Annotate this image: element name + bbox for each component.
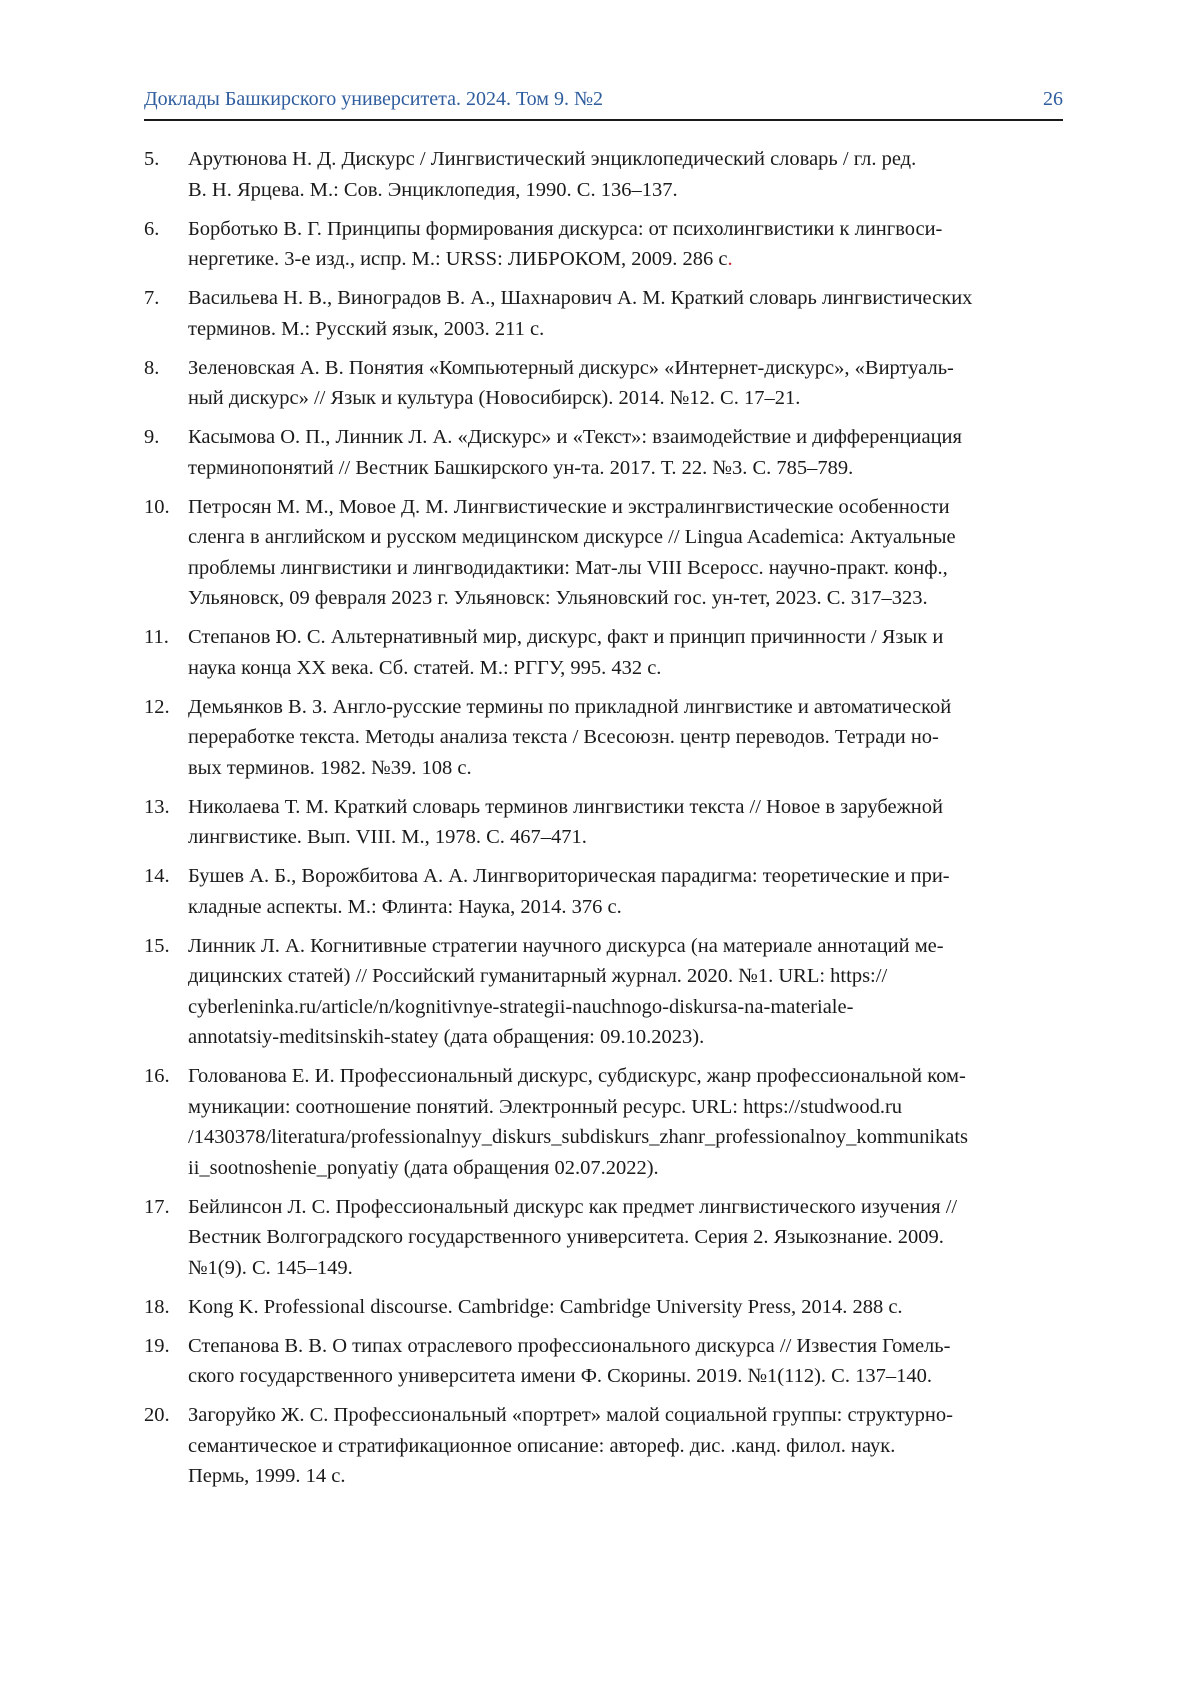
reference-text: нергетике. 3-е изд., испр. М.: URSS: ЛИБРОКОМ, 2009. 286 с: [188, 248, 728, 270]
reference-text: Демьянков В. З. Англо-русские термины по прикладной лингвистике и автоматической: [188, 696, 951, 718]
reference-line: [188, 1192, 1084, 1223]
reference-item: [144, 1292, 1084, 1323]
reference-line: [188, 1431, 1084, 1462]
reference-line: [188, 244, 1084, 275]
reference-line: [188, 892, 1084, 923]
reference-text: Петросян М. М., Мовое Д. М. Лингвистические и экстралингвистические особенности: [188, 496, 950, 518]
reference-text: Вестник Волгоградского государственного университета. Серия 2. Языкознание. 2009.: [188, 1226, 944, 1248]
reference-line: [188, 722, 1084, 753]
reference-line: [188, 1022, 1084, 1053]
reference-text: Линник Л. А. Когнитивные стратегии научного дискурса (на материале аннотаций ме-: [188, 935, 944, 957]
reference-text: сленга в английском и русском медицинском дискурсе // Lingua Academica: Актуальные: [188, 526, 956, 548]
reference-text: Бушев А. Б., Ворожбитова А. А. Лингвориторическая парадигма: теоретические и при-: [188, 865, 950, 887]
reference-line: [188, 314, 1084, 345]
reference-line: [188, 522, 1084, 553]
reference-line: [188, 1331, 1084, 1362]
journal-title: Доклады Башкирского университета. 2024. Том 9. №2: [144, 88, 603, 111]
reference-line: [188, 931, 1084, 962]
reference-line: [188, 492, 1084, 523]
reference-item: [144, 214, 1084, 275]
reference-line: [188, 1092, 1084, 1123]
reference-text: ный дискурс» // Язык и культура (Новосибирск). 2014. №12. С. 17–21.: [188, 387, 800, 409]
reference-text: cyberleninka.ru/article/n/kognitivnye-strategii-nauchnogo-diskursa-na-materiale-: [188, 996, 853, 1018]
reference-text: семантическое и стратификационное описание: автореф. дис. .канд. филол. наук.: [188, 1435, 895, 1457]
reference-line: [188, 422, 1084, 453]
reference-line: [188, 1400, 1084, 1431]
reference-line: [188, 1061, 1084, 1092]
reference-text: Бейлинсон Л. С. Профессиональный дискурс как предмет лингвистического изучения //: [188, 1196, 957, 1218]
reference-text: annotatsiy-meditsinskih-statey (дата обращения: 09.10.2023).: [188, 1026, 704, 1048]
highlighted-punctuation: .: [728, 248, 733, 270]
reference-number: 8.: [144, 353, 159, 384]
reference-line: [188, 622, 1084, 653]
reference-text: Арутюнова Н. Д. Дискурс / Лингвистический энциклопедический словарь / гл. ред.: [188, 148, 916, 170]
reference-line: [188, 453, 1084, 484]
reference-item: [144, 1331, 1084, 1392]
reference-line: [188, 553, 1084, 584]
reference-text: Kong K. Professional discourse. Cambridge: Cambridge University Press, 2014. 288 с.: [188, 1296, 903, 1318]
reference-text: ii_sootnoshenie_ponyatiy (дата обращения 02.07.2022).: [188, 1157, 659, 1179]
reference-text: ского государственного университета имени Ф. Скорины. 2019. №1(112). С. 137–140.: [188, 1365, 932, 1387]
page-number: 26: [1043, 88, 1063, 111]
reference-text: лингвистике. Вып. VIII. М., 1978. С. 467–471.: [188, 826, 587, 848]
reference-number: 19.: [144, 1331, 170, 1362]
reference-line: [188, 653, 1084, 684]
reference-text: проблемы лингвистики и лингводидактики: Мат-лы VIII Всеросс. научно-практ. конф.,: [188, 557, 948, 579]
reference-text: муникации: соотношение понятий. Электронный ресурс. URL: https://studwood.ru: [188, 1096, 902, 1118]
reference-line: [188, 992, 1084, 1023]
reference-text: Васильева Н. В., Виноградов В. А., Шахнарович А. М. Краткий словарь лингвистических: [188, 287, 972, 309]
reference-text: Голованова Е. И. Профессиональный дискурс, субдискурс, жанр профессиональной ком-: [188, 1065, 966, 1087]
reference-number: 10.: [144, 492, 170, 523]
reference-number: 7.: [144, 283, 159, 314]
reference-line: [188, 1122, 1084, 1153]
reference-item: [144, 1192, 1084, 1284]
reference-number: 12.: [144, 692, 170, 723]
reference-text: /1430378/literatura/professionalnyy_diskurs_subdiskurs_zhanr_professionalnoy_kommunikats: [188, 1126, 968, 1148]
reference-number: 20.: [144, 1400, 170, 1431]
reference-number: 18.: [144, 1292, 170, 1323]
reference-item: [144, 792, 1084, 853]
reference-line: [188, 583, 1084, 614]
reference-number: 9.: [144, 422, 159, 453]
reference-text: Борботько В. Г. Принципы формирования дискурса: от психолингвистики к лингвоси-: [188, 218, 942, 240]
reference-line: [188, 175, 1084, 206]
reference-item: [144, 422, 1084, 483]
reference-number: 14.: [144, 861, 170, 892]
reference-item: [144, 622, 1084, 683]
reference-item: [144, 931, 1084, 1053]
reference-line: [188, 1153, 1084, 1184]
reference-line: [188, 283, 1084, 314]
reference-number: 17.: [144, 1192, 170, 1223]
reference-text: Зеленовская А. В. Понятия «Компьютерный дискурс» «Интернет-дискурс», «Виртуаль-: [188, 357, 954, 379]
reference-text: Загоруйко Ж. С. Профессиональный «портрет» малой социальной группы: структурно-: [188, 1404, 953, 1426]
reference-line: [188, 822, 1084, 853]
header-rule: [144, 119, 1063, 121]
reference-text: Ульяновск, 09 февраля 2023 г. Ульяновск: Ульяновский гос. ун-тет, 2023. С. 317–323.: [188, 587, 928, 609]
reference-item: [144, 144, 1084, 205]
reference-line: [188, 144, 1084, 175]
running-header: [144, 88, 1063, 120]
reference-line: [188, 1461, 1084, 1492]
reference-list: [144, 144, 1084, 1500]
reference-item: [144, 692, 1084, 784]
reference-line: [188, 383, 1084, 414]
reference-line: [188, 792, 1084, 823]
reference-line: [188, 692, 1084, 723]
reference-number: 13.: [144, 792, 170, 823]
reference-line: [188, 1222, 1084, 1253]
reference-text: переработке текста. Методы анализа текста / Всесоюзн. центр переводов. Тетради но-: [188, 726, 939, 748]
reference-item: [144, 492, 1084, 614]
reference-text: вых терминов. 1982. №39. 108 с.: [188, 757, 472, 779]
reference-text: терминопонятий // Вестник Башкирского ун-та. 2017. Т. 22. №3. С. 785–789.: [188, 457, 853, 479]
reference-text: Касымова О. П., Линник Л. А. «Дискурс» и «Текст»: взаимодействие и дифференциация: [188, 426, 962, 448]
reference-line: [188, 1253, 1084, 1284]
reference-number: 15.: [144, 931, 170, 962]
reference-item: [144, 353, 1084, 414]
reference-line: [188, 753, 1084, 784]
reference-line: [188, 1292, 1084, 1323]
reference-line: [188, 353, 1084, 384]
reference-item: [144, 1061, 1084, 1183]
reference-number: 16.: [144, 1061, 170, 1092]
reference-line: [188, 214, 1084, 245]
reference-text: №1(9). С. 145–149.: [188, 1257, 353, 1279]
reference-text: наука конца XX века. Сб. статей. М.: РГГУ, 995. 432 с.: [188, 657, 661, 679]
reference-text: Николаева Т. М. Краткий словарь терминов лингвистики текста // Новое в зарубежной: [188, 796, 943, 818]
reference-line: [188, 861, 1084, 892]
reference-text: дицинских статей) // Российский гуманитарный журнал. 2020. №1. URL: https://: [188, 965, 887, 987]
reference-text: Пермь, 1999. 14 с.: [188, 1465, 346, 1487]
reference-text: Степанов Ю. С. Альтернативный мир, дискурс, факт и принцип причинности / Язык и: [188, 626, 943, 648]
reference-text: терминов. М.: Русский язык, 2003. 211 с.: [188, 318, 544, 340]
reference-number: 6.: [144, 214, 159, 245]
reference-number: 5.: [144, 144, 159, 175]
reference-text: В. Н. Ярцева. М.: Сов. Энциклопедия, 1990. С. 136–137.: [188, 179, 678, 201]
reference-item: [144, 861, 1084, 922]
reference-item: [144, 1400, 1084, 1492]
reference-line: [188, 1361, 1084, 1392]
reference-item: [144, 283, 1084, 344]
reference-text: кладные аспекты. М.: Флинта: Наука, 2014. 376 с.: [188, 896, 622, 918]
reference-text: Степанова В. В. О типах отраслевого профессионального дискурса // Известия Гомель-: [188, 1335, 950, 1357]
reference-number: 11.: [144, 622, 169, 653]
reference-line: [188, 961, 1084, 992]
